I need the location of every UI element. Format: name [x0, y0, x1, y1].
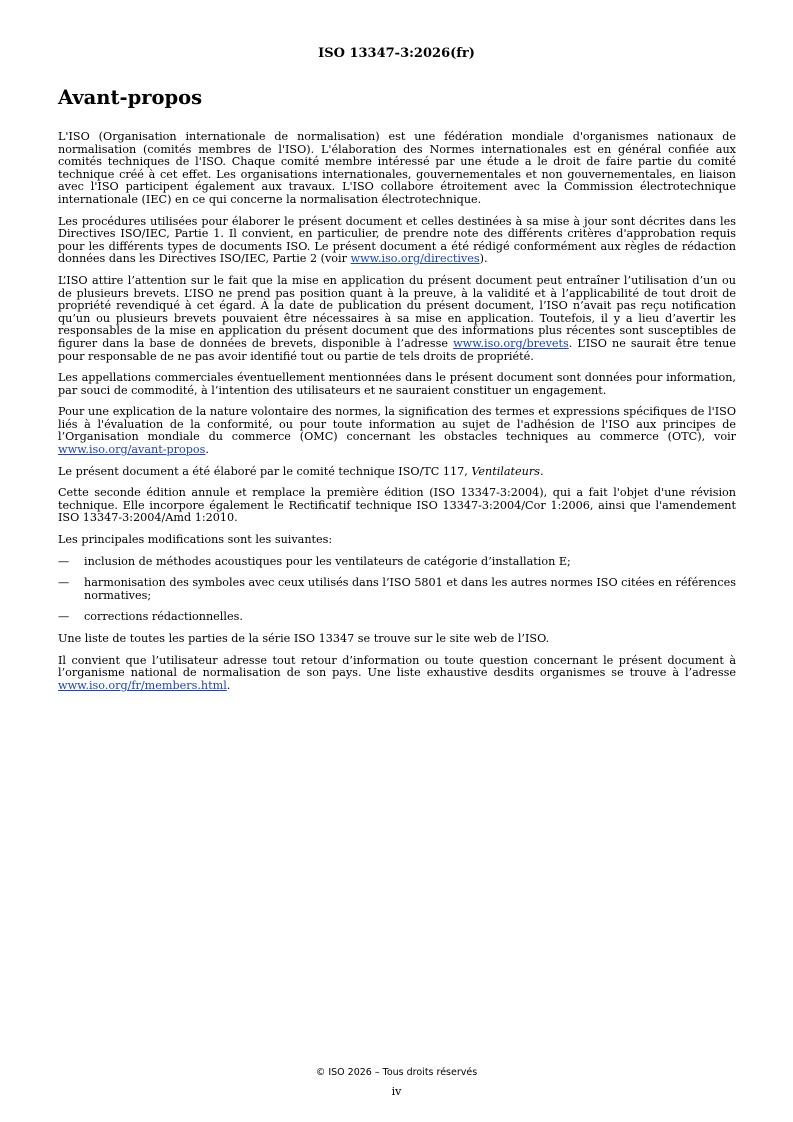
paragraph-changes-intro: Les principales modifications sont les suivantes:	[58, 533, 333, 547]
dash-marker: —	[58, 610, 70, 624]
paragraph-committee	[58, 466, 736, 479]
document-header: ISO 13347-3:2026(fr)	[318, 46, 475, 61]
paragraph-voluntary-nature-text: Pour une explication de la nature volontaire des normes, la signification des termes et expressions spécifiques de l'ISO liés à l'évaluation de la conformité, ou pour toute information au sujet de l'adhésion de l'ISO aux principes de l’Organisation mondiale du commerce (OMC) concernant les obstacles techniques au commerce (OTC), voir	[58, 405, 736, 444]
paragraph-patents-text: L’ISO attire l’attention sur le fait que la mise en application du présent document peut entraîner l’utilisation d’un ou de plusieurs brevets. L’ISO ne prend pas position quant à la preuve, à la validité et à l’applicabilité de tout droit de propriété revendiqué à cet égard. À la date de publication du présent document, l’ISO n’avait pas reçu notification qu’un ou plusieurs brevets pouvaient être nécessaires à sa mise en application. Toutefois, il y a lieu d’avertir les responsables de la mise en application du présent document que des informations plus récentes sont susceptibles de figurer dans la base de données de brevets, disponible à l’adresse	[58, 273, 736, 350]
members-link[interactable]: www.iso.org/fr/members.html	[58, 678, 227, 692]
paragraph-feedback-text: Il convient que l’utilisateur adresse tout retour d’information ou toute question concernant le présent document à l’organisme national de normalisation de son pays. Une liste exhaustive desdits organismes se trouve à l’adresse	[58, 653, 736, 680]
section-title: Avant-propos	[58, 86, 203, 109]
foreword-body	[58, 131, 736, 701]
paragraph-procedures-end: ).	[479, 252, 488, 266]
copyright-notice: © ISO 2026 – Tous droits réservés	[315, 1067, 478, 1078]
list-item-text: corrections rédactionnelles.	[84, 610, 243, 624]
page-number: iv	[391, 1085, 402, 1098]
foreword-link[interactable]: www.iso.org/avant-propos	[58, 443, 206, 457]
patents-link[interactable]: www.iso.org/brevets	[453, 336, 569, 350]
list-item	[58, 556, 736, 569]
paragraph-iso-intro: L'ISO (Organisation internationale de normalisation) est une fédération mondiale d'organismes nationaux de normalisation (comités membres de l'ISO). L'élaboration des Normes internationales est en général confiée aux comités techniques de l'ISO. Chaque comité membre intéressé par une étude a le droit de faire partie du comité technique créé à cet effet. Les organisations internationales, gouvernementales et non gouvernementales, en liaison avec l'ISO participent également aux travaux. L'ISO collabore étroitement avec la Commission électrotechnique internationale (IEC) en ce qui concerne la normalisation électrotechnique.	[58, 130, 736, 206]
paragraph-committee-text: Le présent document a été élaboré par le comité technique ISO/TC 117,	[58, 464, 472, 478]
list-item-text: harmonisation des symboles avec ceux utilisés dans l’ISO 5801 et dans les autres normes ISO citées en références normatives;	[84, 576, 736, 602]
paragraph-feedback	[58, 655, 736, 693]
paragraph-trade-names: Les appellations commerciales éventuellement mentionnées dans le présent document sont données pour information, par souci de commodité, à l’intention des utilisateurs et ne sauraient constituer un engagement.	[58, 371, 736, 397]
dash-marker: —	[58, 554, 70, 568]
paragraph-voluntary-nature	[58, 406, 736, 456]
paragraph-procedures-text: Les procédures utilisées pour élaborer le présent document et celles destinées à sa mise à jour sont décrites dans les Directives ISO/IEC, Partie 1. Il convient, en particulier, de prendre note des différents critères d'approbation requis pour les différents types de documents ISO. Le présent document a été rédigé conformément aux règles de rédaction données dans les Directives ISO/IEC, Partie 2 (voir	[58, 214, 736, 266]
paragraph-committee-end: .	[539, 464, 544, 478]
paragraph-procedures	[58, 216, 736, 266]
list-item	[58, 611, 736, 624]
directives-link[interactable]: www.iso.org/directives	[350, 252, 480, 266]
paragraph-patents	[58, 275, 736, 363]
dash-marker: —	[58, 576, 70, 590]
paragraph-feedback-end: .	[226, 678, 231, 692]
list-item	[58, 577, 736, 602]
paragraph-voluntary-nature-end: .	[205, 443, 209, 457]
committee-title: Ventilateurs	[471, 464, 540, 478]
paragraph-edition: Cette seconde édition annule et remplace la première édition (ISO 13347-3:2004), qui a fait l'objet d'une révision technique. Elle incorpore également le Rectificatif technique ISO 13347-3:2004/Cor 1:2006, ainsi que l'amendement ISO 13347-3:2004/Amd 1:2010.	[58, 486, 736, 525]
paragraph-parts-list: Une liste de toutes les parties de la série ISO 13347 se trouve sur le site web de l’ISO.	[58, 632, 550, 645]
paragraph-patents-end: . L’ISO ne saurait être tenue pour responsable de ne pas avoir identifié tout ou partie de tels droits de propriété.	[58, 336, 736, 363]
list-item-text: inclusion de méthodes acoustiques pour les ventilateurs de catégorie d’installation E;	[84, 554, 571, 568]
